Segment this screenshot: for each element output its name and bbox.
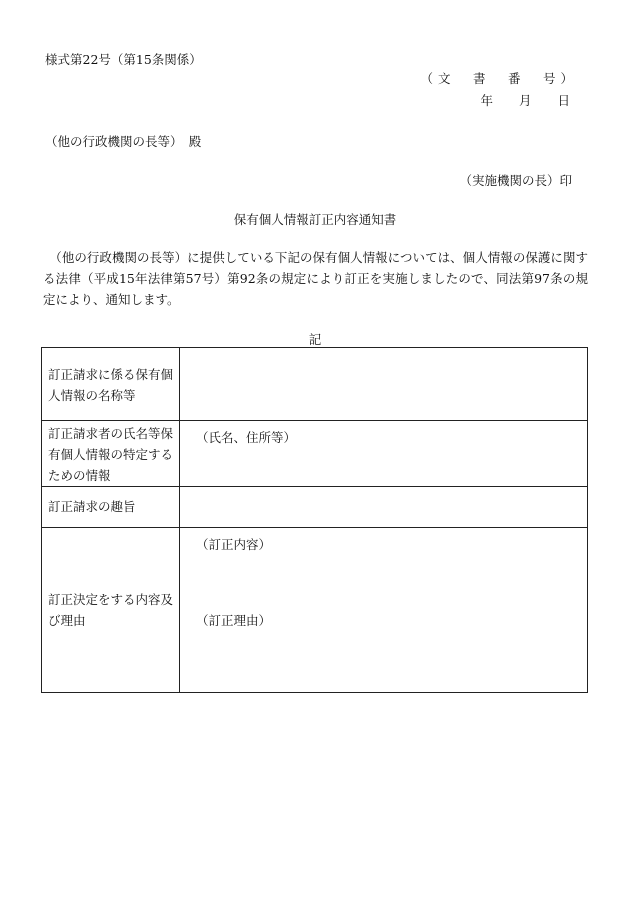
date-line (480, 91, 570, 109)
row-label: 訂正請求者の氏名等保有個人情報の特定するための情報 (42, 421, 180, 487)
detail-table (41, 347, 588, 693)
date-year: 年 (480, 93, 493, 108)
row-value (180, 528, 588, 693)
row-label: 訂正決定をする内容及び理由 (42, 528, 180, 693)
correction-content-label: （訂正内容） (196, 537, 272, 552)
row-label: 訂正請求に係る保有個人情報の名称等 (42, 348, 180, 421)
recipient: （他の行政機関の長等） 殿 (45, 134, 202, 149)
body-paragraph: （他の行政機関の長等）に提供している下記の保有個人情報については、個人情報の保護に関する法律（平成15年法律第57号）第92条の規定により訂正を実施しましたので、同法第97条の規定により、通知します。 (43, 250, 588, 307)
correction-reason-label: （訂正理由） (196, 613, 272, 628)
table-row (42, 528, 588, 693)
table-row (42, 487, 588, 528)
date-month: 月 (518, 93, 532, 108)
row-value (180, 348, 588, 421)
document-title: 保有個人情報訂正内容通知書 (233, 212, 397, 227)
sender-seal: （実施機関の長）印 (459, 173, 572, 188)
row-value (180, 487, 588, 528)
row-value: （氏名、住所等） (180, 421, 588, 487)
date-day: 日 (557, 93, 570, 108)
row-label: 訂正請求の趣旨 (42, 487, 180, 528)
spacer (196, 555, 587, 610)
table-row (42, 348, 588, 421)
table-row (42, 421, 588, 487)
document-number: （文 書 番 号） (420, 71, 578, 86)
form-number: 様式第22号（第15条関係） (45, 52, 202, 67)
ki-heading: 記 (308, 332, 322, 347)
